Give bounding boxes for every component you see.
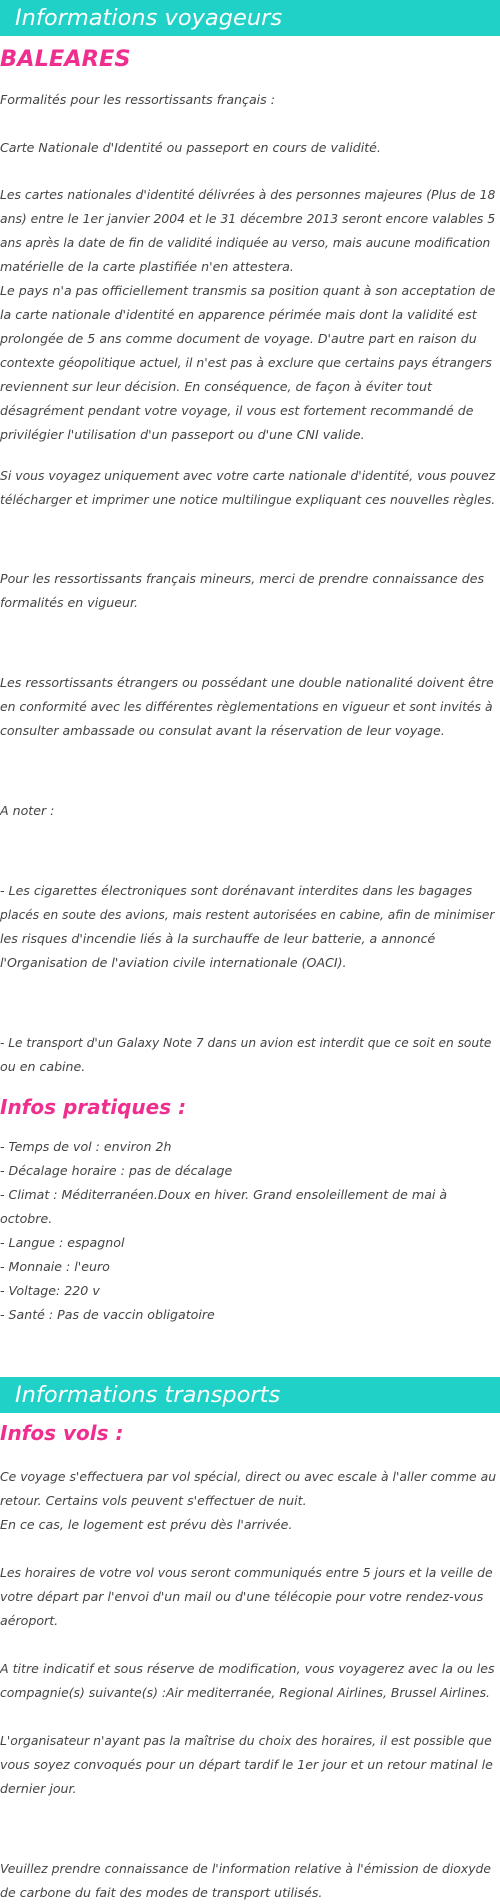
etrangers-line: consulter ambassade ou consulat avant la réservation de leur voyage.: [0, 723, 445, 738]
etrangers-line: en conformité avec les différentes règlementations en vigueur et sont invités à: [0, 699, 493, 714]
notice-line: Si vous voyagez uniquement avec votre carte nationale d'identité, vous pouvez: [0, 468, 496, 483]
section-band-title: Informations transports: [15, 1382, 281, 1408]
infos-pratiques-item: - Décalage horaire : pas de décalage: [0, 1163, 233, 1178]
mineurs-line: Pour les ressortissants français mineurs, merci de prendre connaissance des: [0, 571, 485, 586]
organisateur-line: vous soyez convoqués pour un départ tardif le 1er jour et un retour matinal le: [0, 1757, 493, 1772]
infos-pratiques-item: - Santé : Pas de vaccin obligatoire: [0, 1307, 215, 1322]
compagnies-line: A titre indicatif et sous réserve de modification, vous voyagerez avec la ou les: [0, 1661, 495, 1676]
cigarettes-line: placés en soute des avions, mais restent autorisées en cabine, afin de minimiser: [0, 908, 495, 922]
infos-pratiques-item: - Temps de vol : environ 2h: [0, 1139, 172, 1154]
mineurs-line: formalités en vigueur.: [0, 595, 138, 610]
cni-line: privilégier l'utilisation d'un passeport ou d'une CNI valide.: [0, 427, 365, 442]
horaires-line: Les horaires de votre vol vous seront communiqués entre 5 jours et la veille de: [0, 1565, 493, 1580]
cni-line: ans après la date de fin de validité indiquée au verso, mais aucune modification: [0, 236, 491, 250]
cigarettes-line: les risques d'incendie liés à la surchauffe de leur batterie, a annoncé: [0, 931, 436, 946]
cigarettes-line: - Les cigarettes électroniques sont dorénavant interdites dans les bagages: [0, 883, 473, 898]
carte-identite-text: Carte Nationale d'Identité ou passeport en cours de validité.: [0, 140, 381, 155]
cni-line: matérielle de la carte plastifiée n'en attestera.: [0, 259, 294, 274]
infos-vols-heading: Infos vols :: [0, 1421, 124, 1445]
cni-line: Le pays n'a pas officiellement transmis sa position quant à son acceptation de: [0, 283, 496, 298]
infos-pratiques-item: - Langue : espagnol: [0, 1235, 125, 1250]
horaires-line: aéroport.: [0, 1613, 59, 1628]
co2-line: Veuillez prendre connaissance de l'information relative à l'émission de dioxyde: [0, 1861, 492, 1876]
cni-line: prolongée de 5 ans comme document de voyage. D'autre part en raison du: [0, 331, 477, 346]
vol-line: Ce voyage s'effectuera par vol spécial, direct ou avec escale à l'aller comme au: [0, 1469, 497, 1484]
infos-pratiques-heading: Infos pratiques :: [0, 1095, 187, 1119]
formalites-intro: Formalités pour les ressortissants français :: [0, 92, 275, 107]
section-band-informations-voyageurs: [0, 0, 500, 36]
cni-line: ans) entre le 1er janvier 2004 et le 31 décembre 2013 seront encore valables 5: [0, 211, 496, 226]
co2-line: de carbone du fait des modes de transport utilisés.: [0, 1885, 323, 1900]
infos-pratiques-item: - Monnaie : l'euro: [0, 1259, 110, 1274]
cni-line: désagrément pendant votre voyage, il vous est fortement recommandé de: [0, 403, 474, 418]
horaires-line: votre départ par l'envoi d'un mail ou d'une télécopie pour votre rendez-vous: [0, 1589, 484, 1604]
a-noter-label: A noter :: [0, 803, 55, 818]
cni-line: contexte géopolitique actuel, il n'est pas à exclure que certains pays étrangers: [0, 355, 492, 370]
organisateur-line: L'organisateur n'ayant pas la maîtrise du choix des horaires, il est possible que: [0, 1733, 492, 1748]
infos-pratiques-item: octobre.: [0, 1211, 53, 1226]
etrangers-line: Les ressortissants étrangers ou possédant une double nationalité doivent être: [0, 675, 494, 690]
destination-heading: BALEARES: [0, 46, 131, 72]
notice-line: télécharger et imprimer une notice multilingue expliquant ces nouvelles règles.: [0, 492, 496, 507]
organisateur-line: dernier jour.: [0, 1781, 77, 1796]
infos-pratiques-item: - Climat : Méditerranéen.Doux en hiver. Grand ensoleillement de mai à: [0, 1187, 448, 1202]
section-band-informations-transports: [0, 1377, 500, 1413]
vol-line: En ce cas, le logement est prévu dès l'arrivée.: [0, 1517, 293, 1532]
compagnies-line: compagnie(s) suivante(s) :Air mediterranée, Regional Airlines, Brussel Airlines.: [0, 1685, 490, 1700]
cigarettes-line: l'Organisation de l'aviation civile internationale (OACI).: [0, 955, 347, 970]
cni-line: la carte nationale d'identité en apparence périmée mais dont la validité est: [0, 307, 477, 322]
cni-line: reviennent sur leur décision. En conséquence, de façon à éviter tout: [0, 379, 432, 394]
infos-pratiques-item: - Voltage: 220 v: [0, 1283, 100, 1298]
section-band-title: Informations voyageurs: [15, 5, 283, 31]
galaxy-line: - Le transport d'un Galaxy Note 7 dans un avion est interdit que ce soit en soute: [0, 1036, 492, 1050]
vol-line: retour. Certains vols peuvent s'effectuer de nuit.: [0, 1493, 307, 1508]
galaxy-line: ou en cabine.: [0, 1059, 86, 1074]
cni-line: Les cartes nationales d'identité délivrées à des personnes majeures (Plus de 18: [0, 187, 496, 202]
